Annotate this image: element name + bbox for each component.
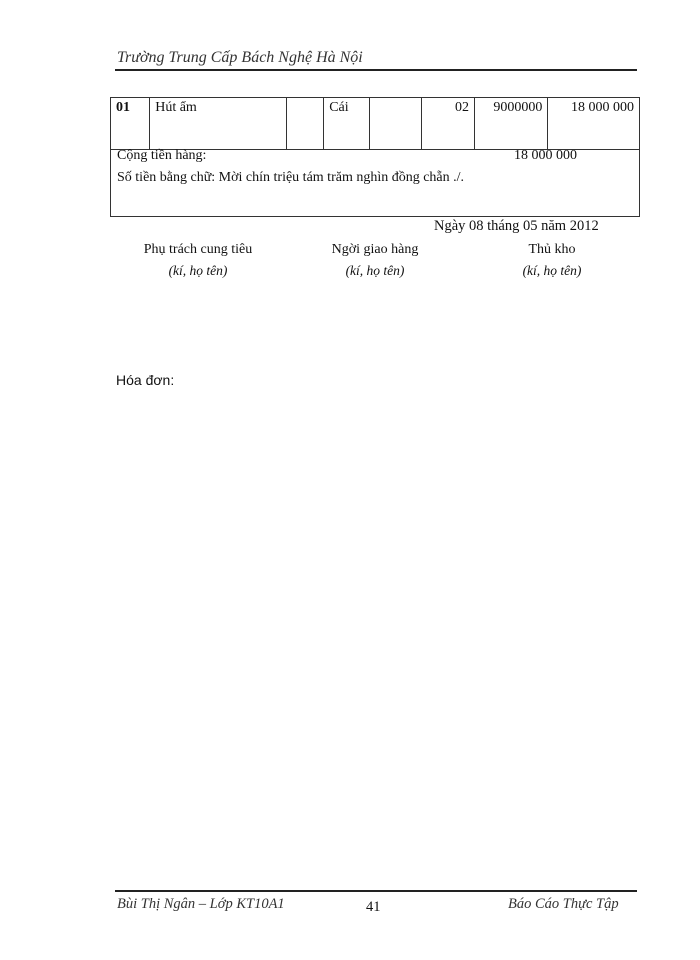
cell-stt: 01 — [111, 98, 150, 150]
signature-hint-deliverer: (kí, họ tên) — [345, 263, 405, 278]
amount-in-words: Số tiền bằng chữ: Mời chín triệu tám trăm nghìn đồng chẵn ./. — [117, 170, 465, 185]
footer-report-title: Báo Cáo Thực Tập — [508, 896, 619, 912]
footer-rule — [115, 890, 637, 892]
signature-title-deliverer: Ngời giao hàng — [331, 242, 419, 257]
cell-amount: 18 000 000 — [548, 98, 640, 150]
signature-hint-storekeeper: (kí, họ tên) — [522, 263, 582, 278]
cell-requested-qty — [370, 98, 421, 150]
cell-quantity: 02 — [421, 98, 474, 150]
summary-box — [110, 146, 640, 217]
header-rule — [115, 69, 637, 71]
signature-title-storekeeper: Thủ kho — [528, 242, 576, 257]
signature-title-purchasing: Phụ trách cung tiêu — [143, 242, 253, 257]
page-number: 41 — [366, 899, 381, 915]
table-row — [111, 98, 640, 150]
total-label: Cộng tiền hàng: — [117, 148, 207, 163]
cell-unit: Cái — [324, 98, 370, 150]
total-value: 18 000 000 — [514, 148, 577, 163]
cell-item-code — [286, 98, 323, 150]
header-school-name: Trường Trung Cấp Bách Nghệ Hà Nội — [117, 49, 363, 66]
footer-author: Bùi Thị Ngân – Lớp KT10A1 — [117, 896, 285, 912]
goods-table — [110, 97, 640, 150]
cell-unit-price: 9000000 — [475, 98, 548, 150]
cell-item-name: Hút ẩm — [150, 98, 287, 150]
signature-hint-purchasing: (kí, họ tên) — [168, 263, 228, 278]
invoice-heading: Hóa đơn: — [116, 372, 175, 388]
signature-date: Ngày 08 tháng 05 năm 2012 — [434, 218, 599, 234]
